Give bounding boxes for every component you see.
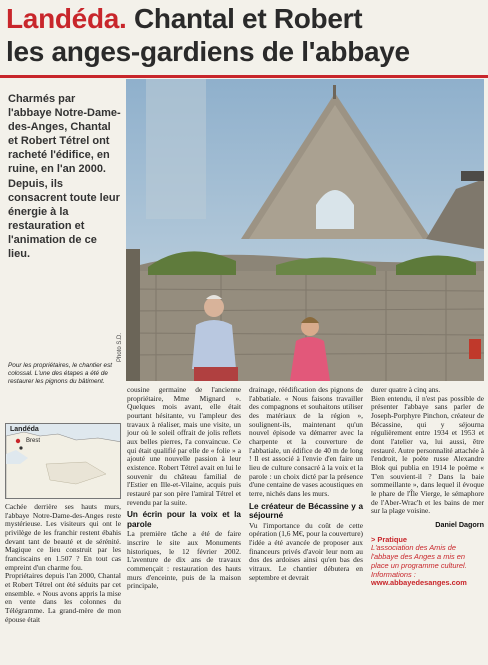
col2-paragraph-2: La première tâche a été de faire inscrire le site aux Monuments historiques, le 12 février 2002. L'aventure de dix ans de travaux commençait : restauration des hauts murs d'enceinte, puis de la maison principale, [127, 529, 241, 591]
col4-paragraph-2: Bien entendu, il n'est pas possible de présenter l'abbaye sans parler de Joseph-Porphyre Pinchon, créateur de Bécassine, qui y séjourna régulièrement entre 1934 et 1953 et dont l'atelier va, lui aussi, être restauré. Autre personnalité attachée à l'endroit, le poète russe Alexandre Blok qui publia en 1914 le poème « T'en souvient-il ? Dans la baie sommeillante », dans lequel il évoque le phare de l'Île Vierge, le sémaphore de l'Aber-Wrac'h et les bains de mer sur la plage voisine. [371, 393, 484, 516]
col4-paragraph-1: durer quatre à cinq ans. [371, 385, 441, 394]
lead-paragraph: Charmés par l'abbaye Notre-Dame-des-Anges, Chantal et Robert Tétrel ont racheté l'édifice, en ruine, en l'an 2000. Depuis, ils consacrent toute leur énergie à la restauration et l'animation de ce lieu. [8, 93, 121, 261]
abbey-photo-illustration [126, 79, 484, 381]
photo-credit: Photo S.D. [117, 332, 123, 362]
col2-paragraph-1: cousine germaine de l'ancienne propriétaire, Mme Mignard ». Quelques mois avant, elle était pourtant hésitante, vu l'ampleur des travaux à réaliser, mais une visite, un jour où le soleil offrait de jolis reflets aux belles pierres, l'a convaincue. Ce qui était qualifié par elle de « folie » a ajouté une nouvelle passion à leur existence. Robert Tétrel avait en lui le souvenir du château familial de l'Estier en Ille-et-Vilaine, acquis puis restauré par son père l'amiral Tétrel et revendu par la suite. [127, 385, 241, 507]
subheading-voice: Un écrin pour la voix et la parole [127, 510, 241, 529]
headline [6, 2, 486, 68]
article-column-2 [127, 386, 241, 591]
brest-marker-icon [19, 446, 22, 449]
headline-line-1 [6, 2, 486, 35]
author-signature: Daniel Dagorn [435, 519, 484, 529]
headline-place: Landéda. [6, 3, 127, 34]
col3-paragraph-1: drainage, réédification des pignons de l'abbatiale. « Nous faisons travailler des compagnons et souhaitons utiliser des matériaux de la région », soulignent-ils, maintenant qu'un nouvel épisode va démarrer avec la charpente et la couverture de l'abbatiale, un édifice de 40 m de long ! Il est associé à l'envie d'en faire un lieu de culture consacré à la voix et la parole : un choix dicté par la présence d'une centaine de vases acoustiques en terre, nichés dans les murs. [249, 385, 363, 498]
headline-title-part1: Chantal et Robert [134, 3, 363, 34]
practical-box [371, 536, 484, 589]
photo-caption: Pour les propriétaires, le chantier est colossal. L'une des étapes a été de restaurer les pignons du bâtiment. [8, 362, 113, 386]
practical-title: Pratique [377, 534, 407, 544]
subheading-becassine: Le créateur de Bécassine y a séjourné [249, 501, 363, 521]
col1-paragraph-2: Propriétaires depuis l'an 2000, Chantal et Robert Tétrel ont été séduits par cet ensemble. « Nous avons appris la mise en vente dans les colonnes du Télégramme. La grand-mère de mon épouse était [5, 571, 121, 624]
website-link[interactable]: www.abbayedesanges.com [371, 578, 467, 588]
headline-rule [0, 75, 488, 78]
location-map [5, 423, 121, 499]
article-column-4 [371, 386, 484, 588]
article-column-3 [249, 386, 363, 582]
article-column-1 [5, 503, 121, 624]
arrow-right-icon: > [371, 534, 376, 544]
col1-paragraph-1: Cachée derrière ses hauts murs, l'abbaye Notre-Dame-des-Anges reste mystérieuse. Les visiteurs qui ont le privilège de les franchir restent ébahis devant tant de beauté et de sérénité. Magique ce lieu construit par les franciscains en 1.507 ? En tout cas empreint d'un charme fou. [5, 502, 121, 572]
brittany-map-graphic [6, 424, 121, 499]
map-title: Landéda [10, 426, 39, 433]
map-city-label: Brest [26, 438, 41, 444]
practical-text: L'association des Amis de l'abbaye des Anges a mis en place un programme culturel. Informations : [371, 543, 467, 579]
headline-title-part2: les anges-gardiens de l'abbaye [6, 36, 410, 67]
article-photo [126, 79, 484, 381]
col3-paragraph-2: Vu l'importance du coût de cette opération (1,6 M€, pour la couverture) l'idée a été avancée de proposer aux financeurs privés d'avoir leur nom au dos des ardoises ainsi qu'en bas des vitraux. Le chantier débutera en septembre et devrait [249, 520, 363, 582]
landeda-marker-icon [16, 439, 20, 443]
